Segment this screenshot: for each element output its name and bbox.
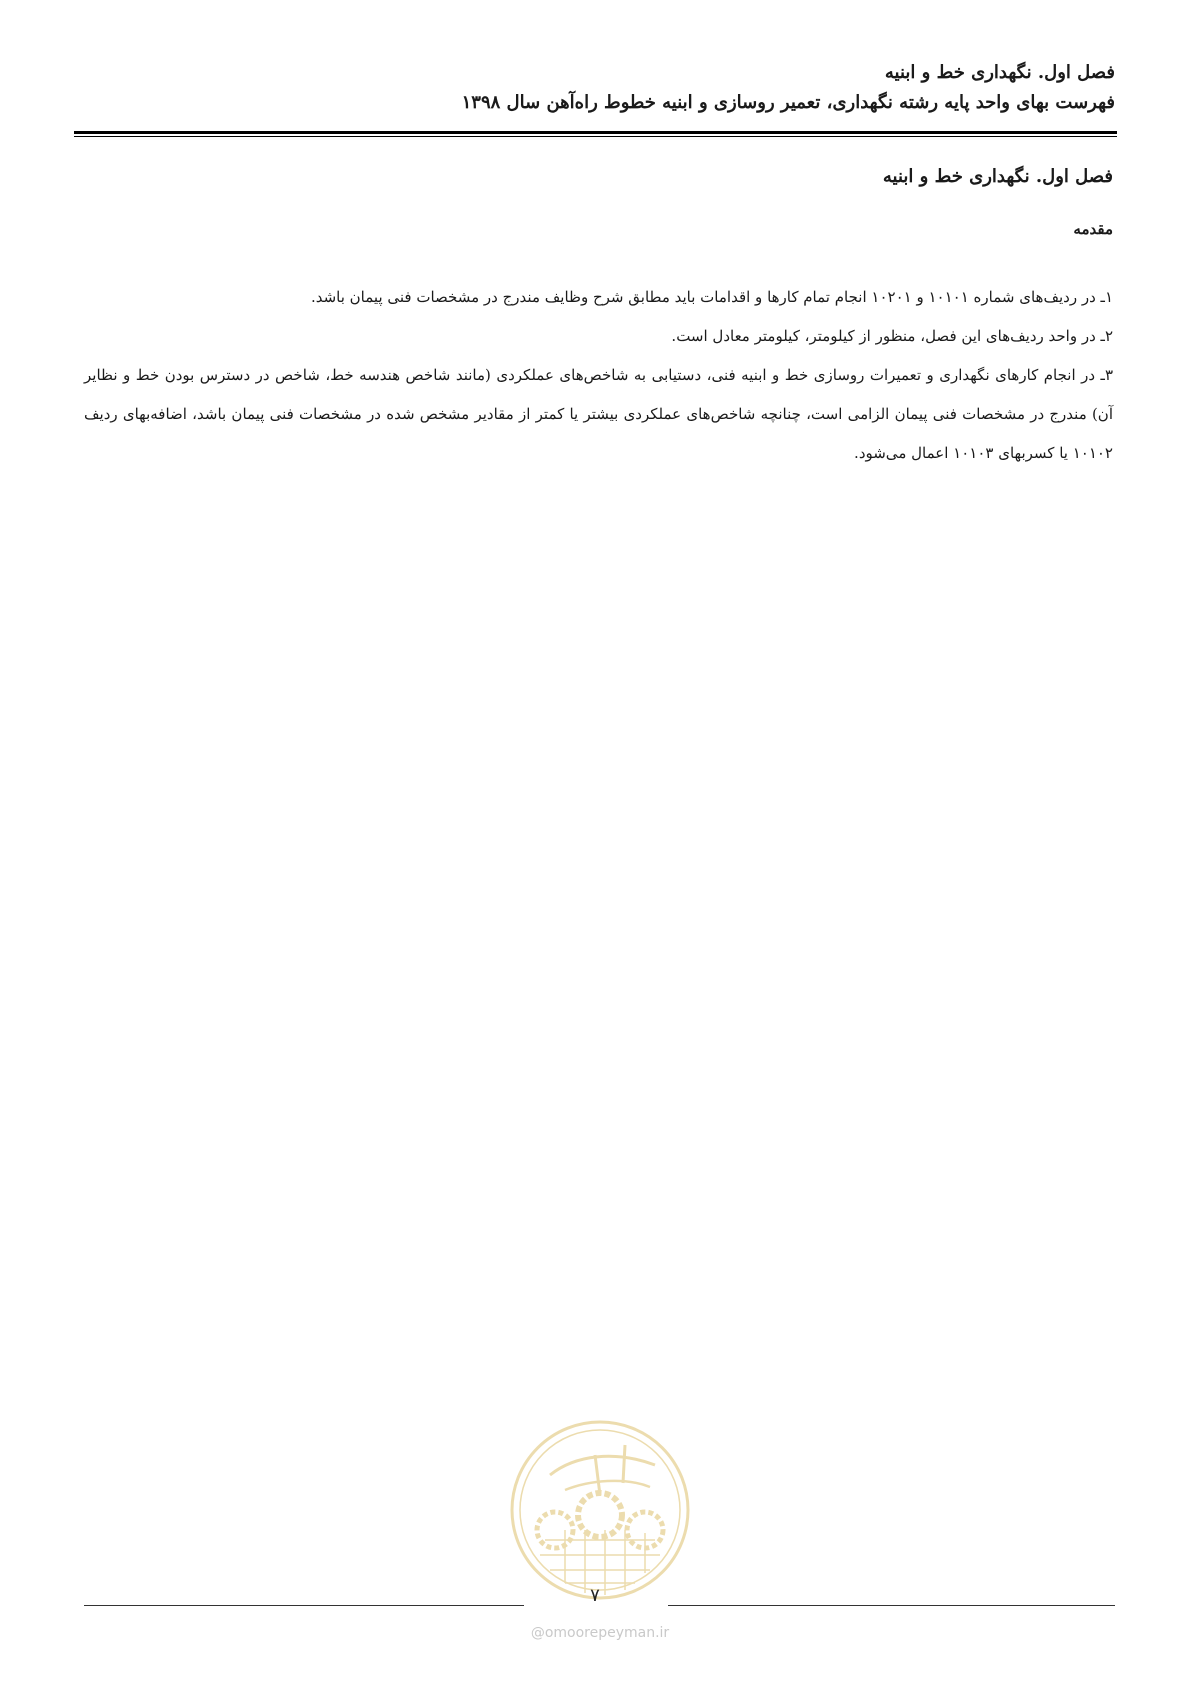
intro-heading: مقدمه [1073,220,1113,238]
footer-divider-right [668,1605,1115,1606]
watermark-logo [505,1415,695,1605]
header-document-title: فهرست بهای واحد پایه رشته نگهداری، تعمیر روسازی و ابنیه خطوط راه‌آهن سال ۱۳۹۸ [461,92,1115,113]
paragraph-3: ۳ـ در انجام کارهای نگهداری و تعمیرات روسازی خط و ابنیه فنی، دستیابی به شاخص‌های عملکردی (مانند شاخص هندسه خط، شاخص در دسترس بودن خط و نظایر آن) مندرج در مشخصات فنی پیمان الزامی است، چنانچه شاخص‌های عملکردی بیشتر یا کمتر از مقادیر مشخص شده در مشخصات فنی پیمان باشد، اضافه‌بهای ردیف ۱۰۱۰۲ یا کسربهای ۱۰۱۰۳ اعمال می‌شود. [84,366,1113,462]
page-header [76,58,1115,118]
body-text [84,278,1113,473]
section-title: فصل اول. نگهداری خط و ابنیه [882,166,1113,187]
paragraph-1: ۱ـ در ردیف‌های شماره ۱۰۱۰۱ و ۱۰۲۰۱ انجام تمام کارها و اقدامات باید مطابق شرح وظایف مندرج در مشخصات فنی پیمان باشد. [310,288,1113,306]
header-divider [74,131,1117,137]
page-number: ۷ [590,1585,600,1606]
header-chapter-title: فصل اول. نگهداری خط و ابنیه [884,62,1115,83]
paragraph-2: ۲ـ در واحد ردیف‌های این فصل، منظور از کیلومتر، کیلومتر معادل است. [671,327,1113,345]
footer-site-link[interactable]: @omoorepeyman.ir [530,1625,670,1641]
footer-divider-left [84,1605,524,1606]
